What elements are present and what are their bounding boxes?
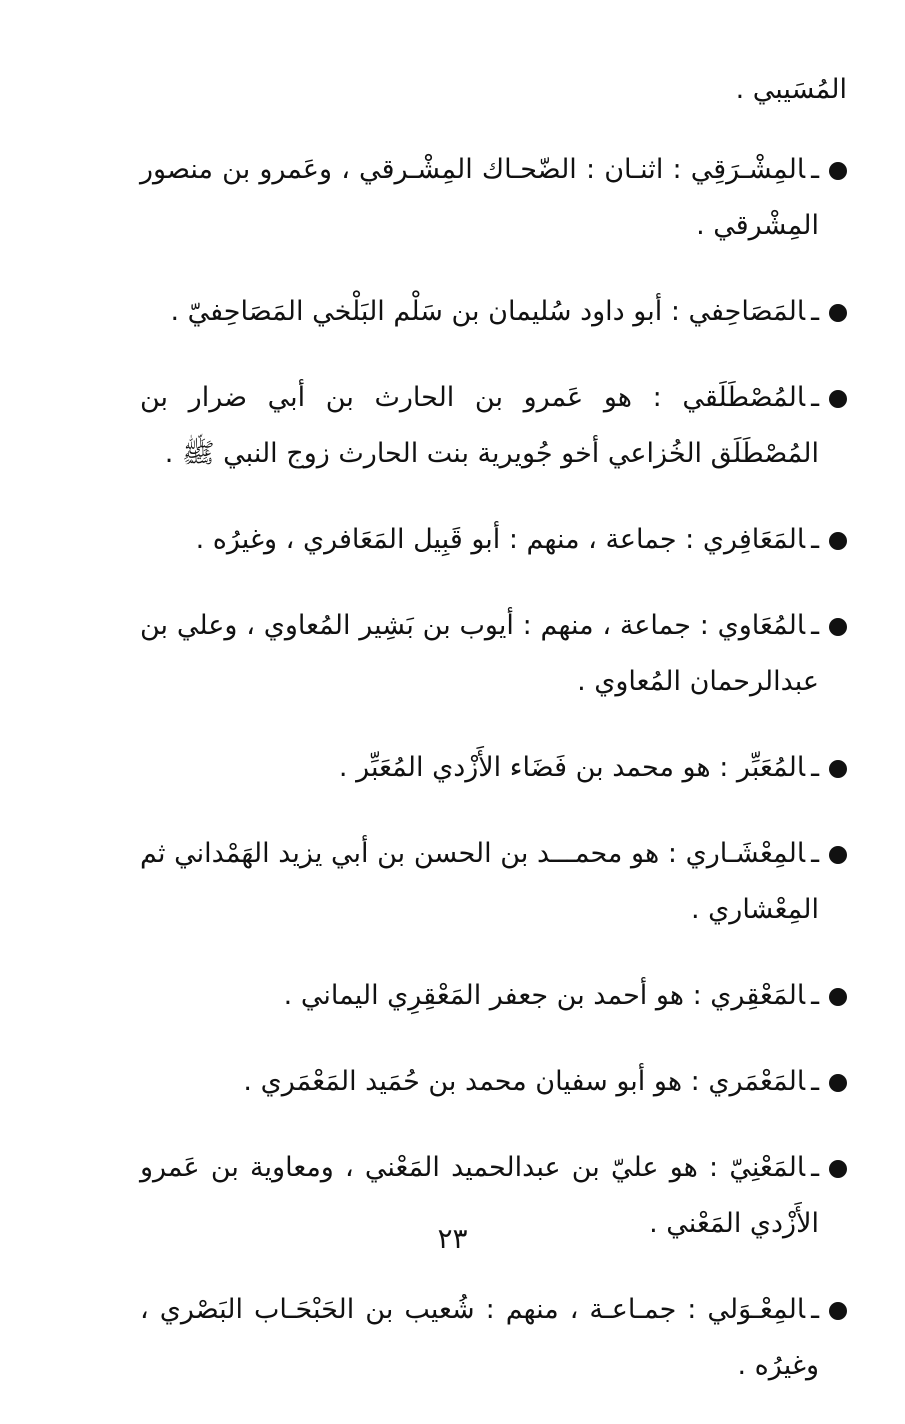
entry-item: ـالمُصْطَلَقي : هو عَمرو بن الحارث بن أبي ضرار بن المُصْطَلَق الخُزاعي أخو جُويرية بنت الحارث زوج النبي ﷺ . — [140, 370, 847, 482]
entry-text: المَعْنِيّ : هو عليّ بن عبدالحميد المَعْني ، ومعاوية بن عَمرو الأَزْدي المَعْني . — [140, 1152, 819, 1239]
bullet-icon — [829, 988, 847, 1006]
entry-text: المِعْشَـاري : هو محمـــد بن الحسن بن أبي يزيد الهَمْداني ثم المِعْشاري . — [140, 838, 819, 925]
bullet-icon — [829, 846, 847, 864]
entry-item: ـالمَعْمَري : هو أبو سفيان محمد بن حُمَيد المَعْمَري . — [140, 1054, 847, 1110]
entry-text: المُصْطَلَقي : هو عَمرو بن الحارث بن أبي ضرار بن المُصْطَلَق الخُزاعي أخو جُويرية بنت الحارث زوج النبي ﷺ . — [140, 382, 819, 469]
bullet-icon — [829, 618, 847, 636]
intro-line: المُسَيبي . — [735, 74, 847, 105]
bullet-icon — [829, 304, 847, 322]
bullet-icon — [829, 1302, 847, 1320]
entry-item: ـالمَصَاحِفي : أبو داود سُليمان بن سَلْم البَلْخي المَصَاحِفيّ . — [140, 284, 847, 340]
entry-text: المَعْمَري : هو أبو سفيان محمد بن حُمَيد المَعْمَري . — [243, 1066, 806, 1097]
entry-text: المِشْـرَقِي : اثنـان : الضّحـاك المِشْـرقي ، وعَمرو بن منصور المِشْرقي . — [140, 154, 819, 241]
entry-item: ـالمَعْقِري : هو أحمد بن جعفر المَعْقِرِي اليماني . — [140, 968, 847, 1024]
bullet-icon — [829, 162, 847, 180]
entry-item: ـالمُعَاوي : جماعة ، منهم : أيوب بن بَشِير المُعاوي ، وعلي بن عبدالرحمان المُعاوي . — [140, 598, 847, 710]
entry-item: ـالمِعْـوَلي : جمـاعـة ، منهم : شُعيب بن الحَبْحَـاب البَصْري ، وغيرُه . — [140, 1282, 847, 1394]
entry-text: المِعْـوَلي : جمـاعـة ، منهم : شُعيب بن الحَبْحَـاب البَصْري ، وغيرُه . — [140, 1294, 819, 1381]
entry-text: المَعْقِري : هو أحمد بن جعفر المَعْقِرِي اليماني . — [283, 980, 806, 1011]
entry-text: المَعَافِري : جماعة ، منهم : أبو قَبِيل المَعَافري ، وغيرُه . — [195, 524, 806, 555]
bullet-icon — [829, 390, 847, 408]
entry-item: ـالمُعَبِّر : هو محمد بن فَضَاء الأَزْدي المُعَبِّر . — [140, 740, 847, 796]
entry-item: ـالمَعْنِيّ : هو عليّ بن عبدالحميد المَعْني ، ومعاوية بن عَمرو الأَزْدي المَعْني . — [140, 1140, 847, 1252]
bullet-icon — [829, 1074, 847, 1092]
document-page — [140, 62, 847, 1424]
bullet-icon — [829, 760, 847, 778]
entry-text: المُعَاوي : جماعة ، منهم : أيوب بن بَشِير المُعاوي ، وعلي بن عبدالرحمان المُعاوي . — [140, 610, 819, 697]
entry-item: ـالمِعْشَـاري : هو محمـــد بن الحسن بن أبي يزيد الهَمْداني ثم المِعْشاري . — [140, 826, 847, 938]
bullet-icon — [829, 1160, 847, 1178]
page-number: ٢٣ — [437, 1222, 468, 1255]
entry-item: ـالمَعَافِري : جماعة ، منهم : أبو قَبِيل المَعَافري ، وغيرُه . — [140, 512, 847, 568]
bullet-icon — [829, 532, 847, 550]
entry-item: ـالمِشْـرَقِي : اثنـان : الضّحـاك المِشْـرقي ، وعَمرو بن منصور المِشْرقي . — [140, 142, 847, 254]
entry-text: المَصَاحِفي : أبو داود سُليمان بن سَلْم البَلْخي المَصَاحِفيّ . — [170, 296, 806, 327]
entry-text: المُعَبِّر : هو محمد بن فَضَاء الأَزْدي المُعَبِّر . — [338, 752, 806, 783]
